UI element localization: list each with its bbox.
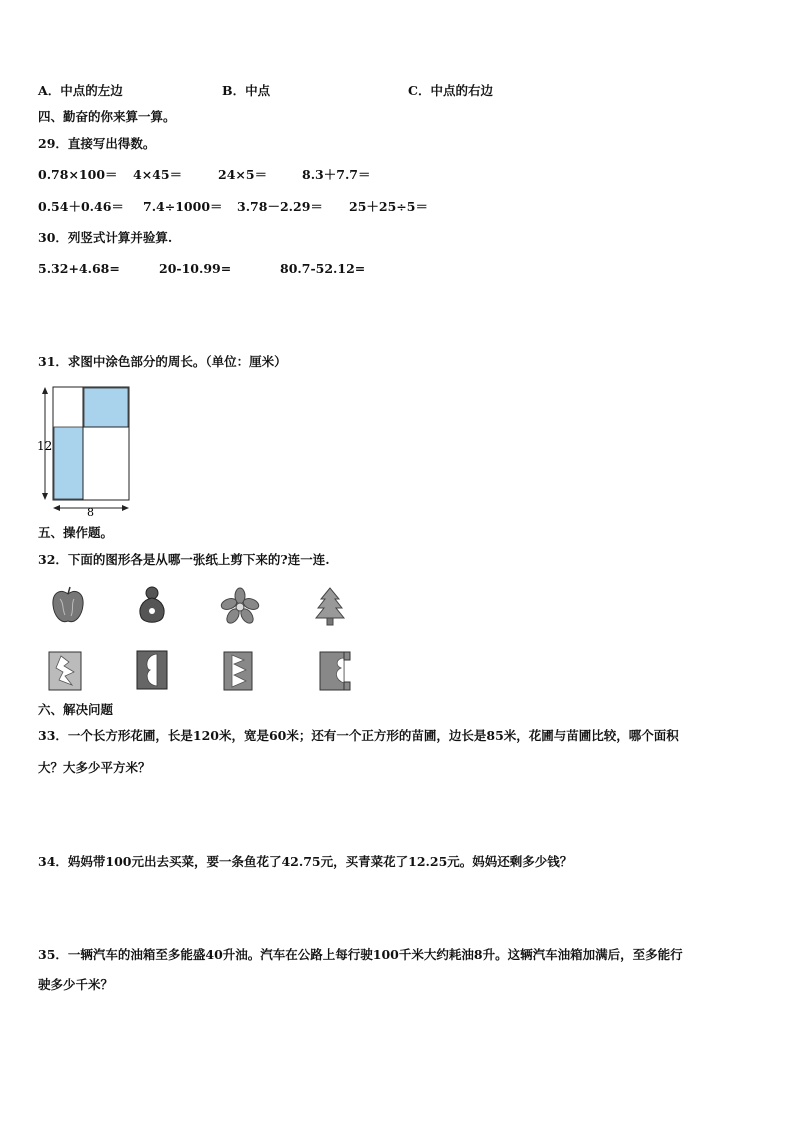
cutout-paper-1 <box>47 650 83 692</box>
question-33-line-2: 大？大多少平方米？ <box>38 760 151 775</box>
q29-expr-6: 7.4÷1000＝ <box>143 199 223 214</box>
q29-expr-3: 24×5＝ <box>218 167 268 182</box>
option-a: A．中点的左边 <box>38 83 123 98</box>
q30-expr-2: 20-10.99= <box>159 261 232 276</box>
q29-expr-4: 8.3＋7.7＝ <box>302 167 371 182</box>
section-heading-6: 六、解决问题 <box>38 702 114 717</box>
q29-expr-1: 0.78×100＝ <box>38 167 118 182</box>
question-35-line-2: 驶多少千米？ <box>38 977 114 992</box>
question-30-title: 30．列竖式计算并验算. <box>38 230 173 245</box>
q29-expr-8: 25＋25÷5＝ <box>349 199 428 214</box>
gourd-icon <box>137 584 167 626</box>
q29-expr-7: 3.78－2.29＝ <box>237 199 323 214</box>
question-35-line-1: 35．一辆汽车的油箱至多能盛40升油。汽车在公路上每行驶100千米大约耗油8升。这辆汽车油箱加满后，至多能行 <box>38 947 683 962</box>
question-29-title: 29．直接写出得数。 <box>38 136 156 151</box>
tree-icon <box>313 586 347 626</box>
perimeter-figure <box>34 382 134 518</box>
section-heading-5: 五、操作题。 <box>38 525 114 540</box>
width-label: 8 <box>87 506 94 518</box>
q30-expr-1: 5.32+4.68= <box>38 261 120 276</box>
q29-expr-5: 0.54＋0.46＝ <box>38 199 124 214</box>
shaded-rectangle <box>54 427 83 499</box>
section-heading-4: 四、勤奋的你来算一算。 <box>38 109 176 124</box>
q29-expr-2: 4×45＝ <box>133 167 183 182</box>
flower-icon <box>220 587 260 625</box>
shaded-square <box>84 388 128 427</box>
question-34-line-1: 34．妈妈带100元出去买菜，要一条鱼花了42.75元，买青菜花了12.25元。妈妈还剩多少钱？ <box>38 854 573 869</box>
question-32-title: 32．下面的图形各是从哪一张纸上剪下来的?连一连. <box>38 552 330 567</box>
apple-icon <box>50 585 86 625</box>
question-33-line-1: 33．一个长方形花圃，长是120米，宽是60米；还有一个正方形的苗圃，边长是85米，花圃与苗圃比较，哪个面积 <box>38 728 679 743</box>
cutout-paper-4 <box>318 650 352 692</box>
cutout-paper-2 <box>135 649 169 691</box>
option-c: C．中点的右边 <box>408 83 493 98</box>
cutout-paper-3 <box>222 650 254 692</box>
option-b: B．中点 <box>222 83 271 98</box>
question-31-title: 31．求图中涂色部分的周长。（单位：厘米） <box>38 354 287 369</box>
q30-expr-3: 80.7-52.12= <box>280 261 366 276</box>
height-label: 12 <box>37 439 53 453</box>
